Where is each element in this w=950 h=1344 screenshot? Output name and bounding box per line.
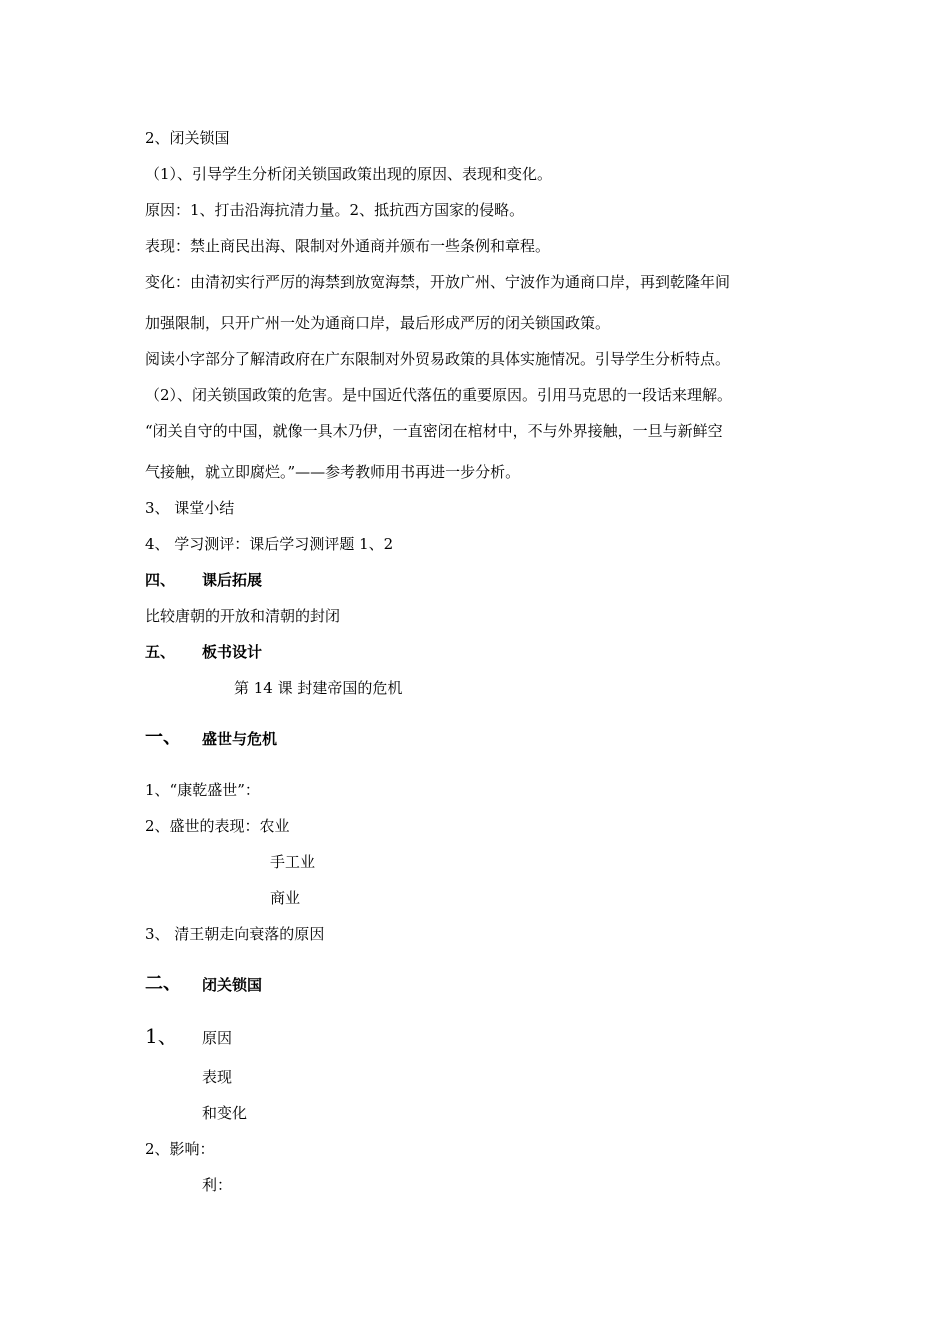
section-heading: 板书设计 [202,643,263,661]
board-section-number: 一、 [145,727,181,748]
text-line: 和变化 [202,1104,248,1122]
text-line: 利： [202,1176,233,1194]
text-line: 表现 [202,1068,233,1086]
list-number: 1、 [145,1024,178,1048]
text-line: 3、 课堂小结 [145,499,235,517]
text-line: 原因：1、打击沿海抗清力量。2、抵抗西方国家的侵略。 [145,201,525,219]
board-section-number: 二、 [145,973,181,994]
section-number: 五、 [145,643,176,661]
text-line: 原因 [202,1029,233,1047]
text-line: 商业 [270,889,301,907]
text-line: 2、闭关锁国 [145,129,230,147]
text-line: 1、“康乾盛世”： [145,781,260,799]
board-section-heading: 盛世与危机 [202,730,278,748]
section-number: 四、 [145,571,176,589]
lesson-title: 第 14 课 封建帝国的危机 [234,679,403,697]
text-line: 比较唐朝的开放和清朝的封闭 [145,607,341,625]
text-line: 变化：由清初实行严厉的海禁到放宽海禁，开放广州、宁波作为通商口岸，再到乾隆年间 [145,273,731,291]
board-section-heading: 闭关锁国 [202,976,263,994]
section-heading: 课后拓展 [202,571,263,589]
text-line: 4、 学习测评：课后学习测评题 1、2 [145,535,394,553]
text-line: 3、 清王朝走向衰落的原因 [145,925,325,943]
text-line: “闭关自守的中国，就像一具木乃伊，一直密闭在棺材中，不与外界接触，一旦与新鲜空 [145,422,723,440]
text-line: 2、盛世的表现：农业 [145,817,290,835]
text-line: 加强限制，只开广州一处为通商口岸，最后形成严厉的闭关锁国政策。 [145,314,611,332]
text-line: 2、影响： [145,1140,215,1158]
text-line: 气接触，就立即腐烂。”——参考教师用书再进一步分析。 [145,463,521,481]
text-line: 阅读小字部分了解清政府在广东限制对外贸易政策的具体实施情况。引导学生分析特点。 [145,350,731,368]
text-line: 手工业 [270,853,316,871]
text-line: （1）、引导学生分析闭关锁国政策出现的原因、表现和变化。 [145,165,553,183]
text-line: （2）、闭关锁国政策的危害。是中国近代落伍的重要原因。引用马克思的一段话来理解。 [145,386,733,404]
text-line: 表现：禁止商民出海、限制对外通商并颁布一些条例和章程。 [145,237,551,255]
